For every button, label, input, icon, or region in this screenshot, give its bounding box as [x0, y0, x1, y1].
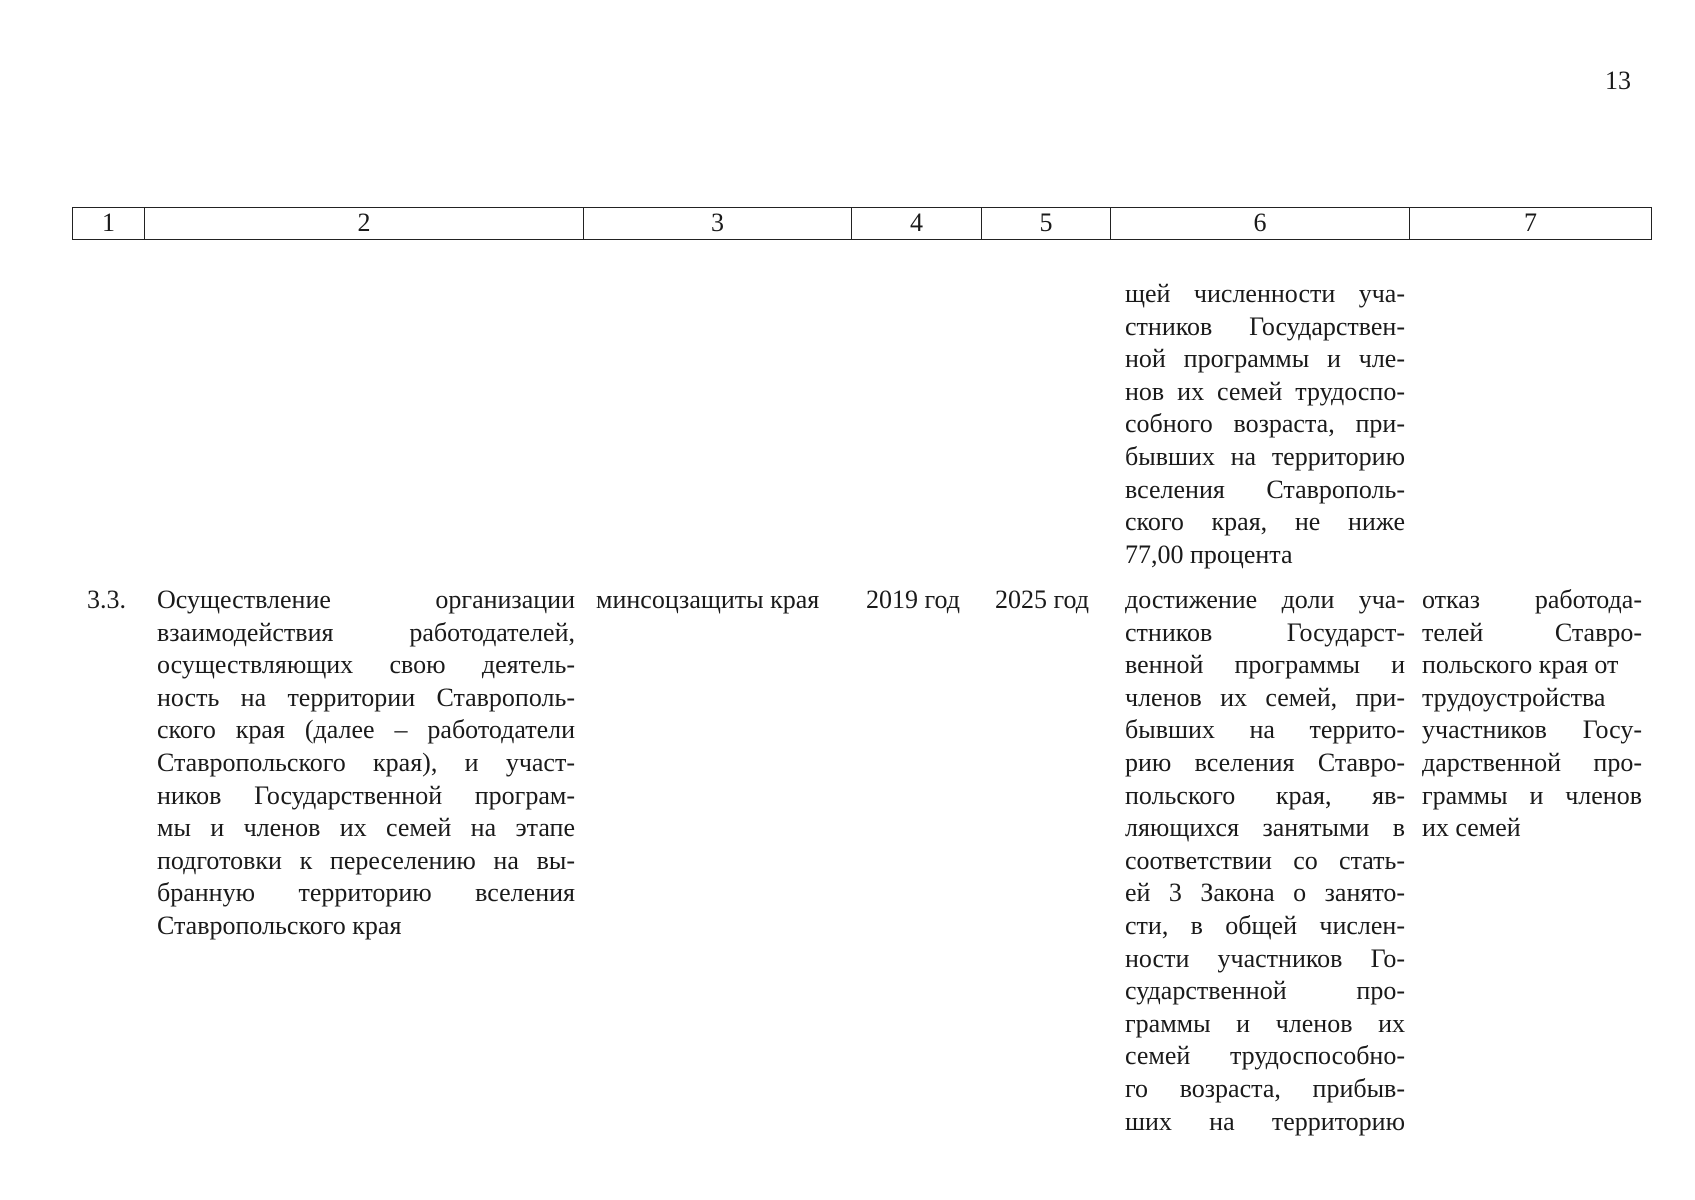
text-line: щей численности уча-: [1125, 279, 1405, 308]
header-col-5: 5: [982, 208, 1111, 239]
text-line: подготовки к переселению на вы-: [157, 845, 575, 875]
text-line: бранную территорию вселения: [157, 878, 575, 908]
text-line: нов их семей трудоспо-: [1125, 376, 1405, 406]
text-line: ности участников Го-: [1125, 943, 1405, 973]
expected-result: [1125, 584, 1405, 1138]
header-col-4: 4: [852, 208, 982, 239]
text-line: ной программы и чле-: [1125, 344, 1405, 374]
text-line: ляющихся занятыми в: [1125, 813, 1405, 843]
text-line: стников Государст-: [1125, 617, 1405, 647]
text-line: семей трудоспособно-: [1125, 1041, 1405, 1071]
text-line: бывших на территорию: [1125, 441, 1405, 471]
text-line: телей Ставро-: [1422, 617, 1642, 647]
text-line: граммы и членов: [1422, 780, 1642, 810]
end-year: 2025 год: [995, 585, 1089, 614]
risk-description: [1422, 584, 1642, 845]
text-line: 77,00 процента: [1125, 539, 1293, 569]
text-line: достижение доли уча-: [1125, 585, 1405, 614]
text-line: собного возраста, при-: [1125, 409, 1405, 439]
text-line: ших на территорию: [1125, 1106, 1405, 1136]
text-line: ей 3 Закона о занято-: [1125, 878, 1405, 908]
text-line: взаимодействия работодателей,: [157, 617, 575, 647]
text-line: ского края, не ниже: [1125, 507, 1405, 537]
text-line: рию вселения Ставро-: [1125, 747, 1405, 777]
text-line: венной программы и: [1125, 650, 1405, 680]
text-line: стников Государствен-: [1125, 311, 1405, 341]
text-line: го возраста, прибыв-: [1125, 1073, 1405, 1103]
text-line: ность на территории Ставрополь-: [157, 682, 575, 712]
text-line: Ставропольского края), и участ-: [157, 747, 575, 777]
text-line: осуществляющих свою деятель-: [157, 650, 575, 680]
row-number: 3.3.: [87, 585, 126, 614]
text-line: дарственной про-: [1422, 747, 1642, 777]
text-line: польского края, яв-: [1125, 780, 1405, 810]
header-col-1: 1: [73, 208, 145, 239]
header-col-2: 2: [145, 208, 584, 239]
text-line: сударственной про-: [1125, 976, 1405, 1006]
text-line: польского края от: [1422, 650, 1619, 680]
text-line: их семей: [1422, 813, 1521, 843]
text-line: вселения Ставрополь-: [1125, 474, 1405, 504]
text-line: участников Госу-: [1422, 715, 1642, 745]
text-line: ского края (далее – работодатели: [157, 715, 575, 745]
text-line: соответствии со стать-: [1125, 845, 1405, 875]
start-year: 2019 год: [866, 585, 960, 614]
column-number-header: [72, 207, 1652, 240]
continued-result-text: [1125, 278, 1405, 571]
responsible-executor: минсоцзащиты края: [596, 585, 820, 614]
text-line: мы и членов их семей на этапе: [157, 813, 575, 843]
measure-description: [157, 584, 575, 943]
text-line: бывших на террито-: [1125, 715, 1405, 745]
text-line: граммы и членов их: [1125, 1008, 1405, 1038]
text-line: ников Государственной програм-: [157, 780, 575, 810]
text-line: трудоустройства: [1422, 682, 1606, 712]
page-number: 13: [1605, 66, 1631, 95]
header-col-7: 7: [1524, 208, 1537, 237]
text-line: Ставропольского края: [157, 910, 402, 940]
header-col-6: 6: [1111, 208, 1410, 239]
text-line: отказ работода-: [1422, 585, 1642, 614]
text-line: сти, в общей числен-: [1125, 910, 1405, 940]
text-line: членов их семей, при-: [1125, 682, 1405, 712]
text-line: Осуществление организации: [157, 585, 575, 614]
header-col-3: 3: [584, 208, 852, 239]
